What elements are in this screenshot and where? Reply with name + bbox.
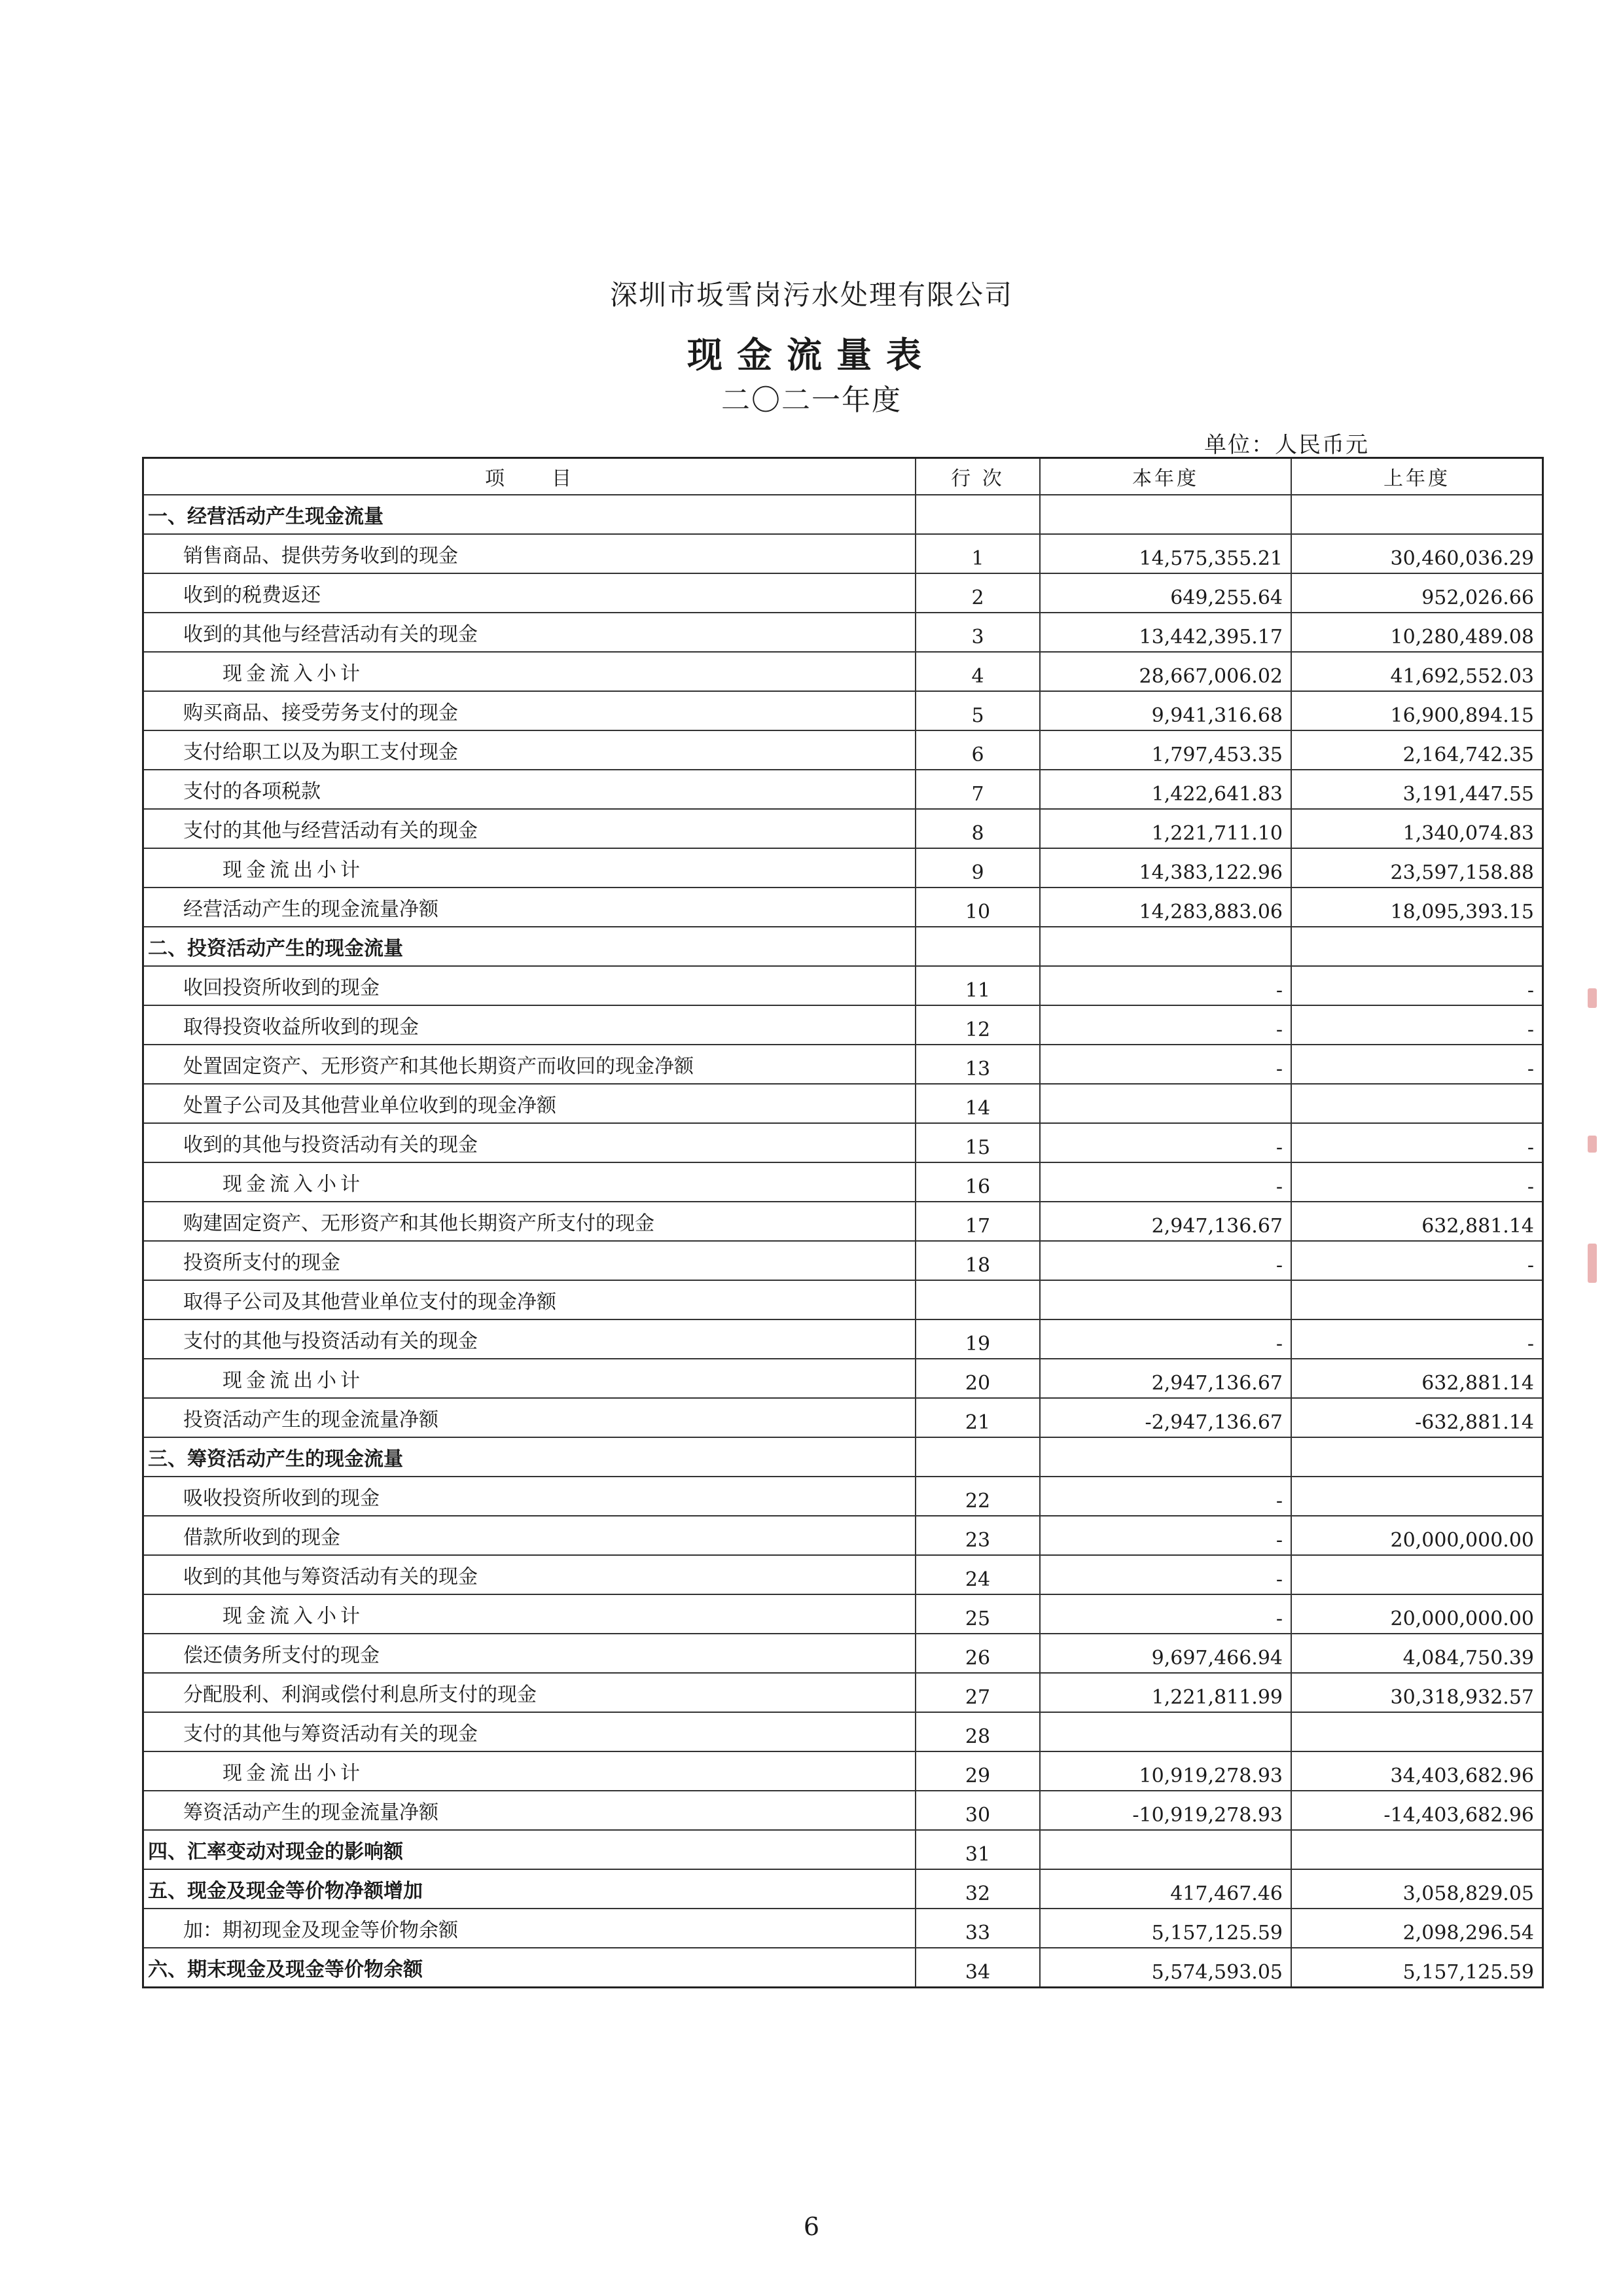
row-item-label: 处置固定资产、无形资产和其他长期资产而收回的现金净额: [143, 1045, 916, 1084]
seal-edge-mark: [1588, 988, 1597, 1008]
row-previous-year-value: [1291, 1830, 1543, 1869]
seal-edge-mark: [1588, 1244, 1597, 1283]
table-row: [143, 888, 1543, 927]
seal-edge-mark: [1588, 1136, 1597, 1153]
currency-unit: 单位：人民币元: [1204, 432, 1369, 458]
row-line-number: 29: [916, 1751, 1040, 1791]
row-current-year-value: 417,467.46: [1040, 1869, 1291, 1909]
table-row: [143, 1241, 1543, 1280]
row-previous-year-value: [1291, 1437, 1543, 1477]
row-previous-year-value: 2,164,742.35: [1291, 730, 1543, 770]
row-current-year-value: 5,157,125.59: [1040, 1909, 1291, 1948]
row-line-number: 8: [916, 809, 1040, 848]
table-row: [143, 1830, 1543, 1869]
table-row: [143, 1045, 1543, 1084]
row-line-number: [916, 927, 1040, 966]
row-line-number: 23: [916, 1516, 1040, 1555]
row-previous-year-value: -: [1291, 1005, 1543, 1045]
row-previous-year-value: 34,403,682.96: [1291, 1751, 1543, 1791]
row-item-label: 现金流入小计: [143, 1594, 916, 1634]
row-current-year-value: 2,947,136.67: [1040, 1202, 1291, 1241]
row-current-year-value: 10,919,278.93: [1040, 1751, 1291, 1791]
row-current-year-value: 2,947,136.67: [1040, 1359, 1291, 1398]
table-row: [143, 1123, 1543, 1162]
table-row: [143, 1555, 1543, 1594]
row-current-year-value: [1040, 495, 1291, 534]
row-previous-year-value: 20,000,000.00: [1291, 1516, 1543, 1555]
table-row: [143, 927, 1543, 966]
row-line-number: 1: [916, 534, 1040, 573]
row-previous-year-value: 3,191,447.55: [1291, 770, 1543, 809]
row-current-year-value: -10,919,278.93: [1040, 1791, 1291, 1830]
row-current-year-value: 9,697,466.94: [1040, 1634, 1291, 1673]
row-line-number: 11: [916, 966, 1040, 1005]
row-item-label: 吸收投资所收到的现金: [143, 1477, 916, 1516]
row-previous-year-value: 4,084,750.39: [1291, 1634, 1543, 1673]
row-current-year-value: -: [1040, 1516, 1291, 1555]
row-item-label: 投资所支付的现金: [143, 1241, 916, 1280]
row-current-year-value: [1040, 1280, 1291, 1319]
row-current-year-value: 1,221,711.10: [1040, 809, 1291, 848]
row-current-year-value: [1040, 927, 1291, 966]
table-row: [143, 1359, 1543, 1398]
row-current-year-value: 14,575,355.21: [1040, 534, 1291, 573]
row-item-label: 购建固定资产、无形资产和其他长期资产所支付的现金: [143, 1202, 916, 1241]
row-line-number: 24: [916, 1555, 1040, 1594]
table-row: [143, 1948, 1543, 1988]
table-header-row: [143, 458, 1543, 495]
table-row: [143, 1634, 1543, 1673]
row-line-number: 31: [916, 1830, 1040, 1869]
row-current-year-value: 5,574,593.05: [1040, 1948, 1291, 1988]
row-line-number: 4: [916, 652, 1040, 691]
row-item-label: 收到的其他与经营活动有关的现金: [143, 613, 916, 652]
row-line-number: 6: [916, 730, 1040, 770]
row-current-year-value: [1040, 1084, 1291, 1123]
row-current-year-value: 1,422,641.83: [1040, 770, 1291, 809]
row-current-year-value: -: [1040, 1005, 1291, 1045]
table-row: [143, 1162, 1543, 1202]
row-item-label: 一、经营活动产生现金流量: [143, 495, 916, 534]
table-row: [143, 1477, 1543, 1516]
row-previous-year-value: 16,900,894.15: [1291, 691, 1543, 730]
row-line-number: 12: [916, 1005, 1040, 1045]
row-item-label: 借款所收到的现金: [143, 1516, 916, 1555]
column-header-previous-year: 上年度: [1291, 458, 1543, 495]
table-row: [143, 1437, 1543, 1477]
row-current-year-value: -: [1040, 1162, 1291, 1202]
statement-period: 二〇二一年度: [721, 384, 902, 417]
table-row: [143, 573, 1543, 613]
row-current-year-value: -: [1040, 1241, 1291, 1280]
row-line-number: 27: [916, 1673, 1040, 1712]
row-item-label: 投资活动产生的现金流量净额: [143, 1398, 916, 1437]
table-row: [143, 1084, 1543, 1123]
table-row: [143, 1791, 1543, 1830]
table-row: [143, 613, 1543, 652]
row-line-number: 21: [916, 1398, 1040, 1437]
table-row: [143, 1712, 1543, 1751]
table-row: [143, 1594, 1543, 1634]
row-previous-year-value: [1291, 1280, 1543, 1319]
row-current-year-value: -: [1040, 966, 1291, 1005]
row-previous-year-value: 1,340,074.83: [1291, 809, 1543, 848]
row-current-year-value: -: [1040, 1477, 1291, 1516]
row-item-label: 收到的其他与投资活动有关的现金: [143, 1123, 916, 1162]
row-item-label: 支付的各项税款: [143, 770, 916, 809]
row-line-number: 7: [916, 770, 1040, 809]
row-current-year-value: 1,797,453.35: [1040, 730, 1291, 770]
row-line-number: 33: [916, 1909, 1040, 1948]
table-row: [143, 1280, 1543, 1319]
row-line-number: 14: [916, 1084, 1040, 1123]
row-current-year-value: 13,442,395.17: [1040, 613, 1291, 652]
row-item-label: 支付的其他与筹资活动有关的现金: [143, 1712, 916, 1751]
row-previous-year-value: [1291, 1555, 1543, 1594]
row-item-label: 偿还债务所支付的现金: [143, 1634, 916, 1673]
row-previous-year-value: -: [1291, 1123, 1543, 1162]
row-current-year-value: 28,667,006.02: [1040, 652, 1291, 691]
table-row: [143, 691, 1543, 730]
row-line-number: 32: [916, 1869, 1040, 1909]
row-item-label: 加：期初现金及现金等价物余额: [143, 1909, 916, 1948]
row-item-label: 六、期末现金及现金等价物余额: [143, 1948, 916, 1988]
row-current-year-value: 649,255.64: [1040, 573, 1291, 613]
row-previous-year-value: -: [1291, 1319, 1543, 1359]
row-line-number: 30: [916, 1791, 1040, 1830]
row-item-label: 收到的其他与筹资活动有关的现金: [143, 1555, 916, 1594]
row-current-year-value: -: [1040, 1594, 1291, 1634]
row-item-label: 经营活动产生的现金流量净额: [143, 888, 916, 927]
page-number: 6: [803, 2212, 820, 2241]
table-row: [143, 495, 1543, 534]
row-line-number: [916, 1437, 1040, 1477]
row-current-year-value: -: [1040, 1555, 1291, 1594]
row-current-year-value: [1040, 1712, 1291, 1751]
column-header-line: 行 次: [916, 458, 1040, 495]
row-line-number: 26: [916, 1634, 1040, 1673]
row-previous-year-value: -14,403,682.96: [1291, 1791, 1543, 1830]
row-item-label: 取得子公司及其他营业单位支付的现金净额: [143, 1280, 916, 1319]
row-item-label: 支付的其他与投资活动有关的现金: [143, 1319, 916, 1359]
table-row: [143, 1398, 1543, 1437]
row-previous-year-value: -: [1291, 1241, 1543, 1280]
row-item-label: 销售商品、提供劳务收到的现金: [143, 534, 916, 573]
row-previous-year-value: [1291, 1712, 1543, 1751]
table-row: [143, 1869, 1543, 1909]
statement-title: 现金流量表: [687, 334, 936, 376]
row-previous-year-value: 952,026.66: [1291, 573, 1543, 613]
row-current-year-value: 14,283,883.06: [1040, 888, 1291, 927]
row-previous-year-value: -632,881.14: [1291, 1398, 1543, 1437]
row-item-label: 取得投资收益所收到的现金: [143, 1005, 916, 1045]
row-item-label: 支付给职工以及为职工支付现金: [143, 730, 916, 770]
row-previous-year-value: -: [1291, 1162, 1543, 1202]
row-line-number: [916, 1280, 1040, 1319]
row-line-number: 22: [916, 1477, 1040, 1516]
row-item-label: 现金流出小计: [143, 1751, 916, 1791]
row-item-label: 现金流出小计: [143, 1359, 916, 1398]
row-line-number: 2: [916, 573, 1040, 613]
row-current-year-value: 1,221,811.99: [1040, 1673, 1291, 1712]
row-current-year-value: -2,947,136.67: [1040, 1398, 1291, 1437]
table-row: [143, 730, 1543, 770]
table-row: [143, 966, 1543, 1005]
row-current-year-value: -: [1040, 1045, 1291, 1084]
row-line-number: 13: [916, 1045, 1040, 1084]
row-item-label: 收到的税费返还: [143, 573, 916, 613]
row-previous-year-value: [1291, 1477, 1543, 1516]
row-item-label: 筹资活动产生的现金流量净额: [143, 1791, 916, 1830]
row-item-label: 收回投资所收到的现金: [143, 966, 916, 1005]
row-item-label: 现金流入小计: [143, 652, 916, 691]
row-previous-year-value: -: [1291, 1045, 1543, 1084]
row-line-number: 5: [916, 691, 1040, 730]
row-current-year-value: [1040, 1437, 1291, 1477]
row-previous-year-value: -: [1291, 966, 1543, 1005]
table-row: [143, 1751, 1543, 1791]
table-row: [143, 848, 1543, 888]
table-row: [143, 1673, 1543, 1712]
table-row: [143, 534, 1543, 573]
row-current-year-value: 9,941,316.68: [1040, 691, 1291, 730]
row-line-number: [916, 495, 1040, 534]
row-previous-year-value: 632,881.14: [1291, 1202, 1543, 1241]
row-item-label: 分配股利、利润或偿付利息所支付的现金: [143, 1673, 916, 1712]
row-item-label: 三、筹资活动产生的现金流量: [143, 1437, 916, 1477]
table-row: [143, 1005, 1543, 1045]
row-current-year-value: -: [1040, 1123, 1291, 1162]
table-row: [143, 1319, 1543, 1359]
table-row: [143, 1909, 1543, 1948]
row-current-year-value: [1040, 1830, 1291, 1869]
row-line-number: 10: [916, 888, 1040, 927]
row-line-number: 17: [916, 1202, 1040, 1241]
table-row: [143, 809, 1543, 848]
table-body: [143, 495, 1543, 1988]
row-previous-year-value: 41,692,552.03: [1291, 652, 1543, 691]
row-previous-year-value: 10,280,489.08: [1291, 613, 1543, 652]
column-header-item: 项 目: [143, 458, 916, 495]
row-line-number: 9: [916, 848, 1040, 888]
row-line-number: 16: [916, 1162, 1040, 1202]
row-line-number: 15: [916, 1123, 1040, 1162]
row-previous-year-value: 2,098,296.54: [1291, 1909, 1543, 1948]
row-item-label: 处置子公司及其他营业单位收到的现金净额: [143, 1084, 916, 1123]
row-previous-year-value: 30,460,036.29: [1291, 534, 1543, 573]
table-row: [143, 770, 1543, 809]
row-line-number: 3: [916, 613, 1040, 652]
row-item-label: 五、现金及现金等价物净额增加: [143, 1869, 916, 1909]
table-row: [143, 1202, 1543, 1241]
row-previous-year-value: 5,157,125.59: [1291, 1948, 1543, 1988]
row-previous-year-value: 18,095,393.15: [1291, 888, 1543, 927]
row-previous-year-value: 632,881.14: [1291, 1359, 1543, 1398]
row-line-number: 20: [916, 1359, 1040, 1398]
row-item-label: 四、汇率变动对现金的影响额: [143, 1830, 916, 1869]
table-row: [143, 1516, 1543, 1555]
company-name: 深圳市坂雪岗污水处理有限公司: [609, 279, 1013, 311]
row-item-label: 购买商品、接受劳务支付的现金: [143, 691, 916, 730]
row-item-label: 二、投资活动产生的现金流量: [143, 927, 916, 966]
cash-flow-table: [142, 457, 1544, 1988]
row-previous-year-value: 3,058,829.05: [1291, 1869, 1543, 1909]
table-row: [143, 652, 1543, 691]
row-previous-year-value: [1291, 1084, 1543, 1123]
row-line-number: 28: [916, 1712, 1040, 1751]
row-line-number: 25: [916, 1594, 1040, 1634]
row-previous-year-value: 30,318,932.57: [1291, 1673, 1543, 1712]
row-previous-year-value: 20,000,000.00: [1291, 1594, 1543, 1634]
row-current-year-value: 14,383,122.96: [1040, 848, 1291, 888]
row-item-label: 支付的其他与经营活动有关的现金: [143, 809, 916, 848]
row-line-number: 34: [916, 1948, 1040, 1988]
row-current-year-value: -: [1040, 1319, 1291, 1359]
row-previous-year-value: 23,597,158.88: [1291, 848, 1543, 888]
row-item-label: 现金流出小计: [143, 848, 916, 888]
row-previous-year-value: [1291, 495, 1543, 534]
row-item-label: 现金流入小计: [143, 1162, 916, 1202]
row-line-number: 18: [916, 1241, 1040, 1280]
column-header-current-year: 本年度: [1040, 458, 1291, 495]
row-previous-year-value: [1291, 927, 1543, 966]
row-line-number: 19: [916, 1319, 1040, 1359]
